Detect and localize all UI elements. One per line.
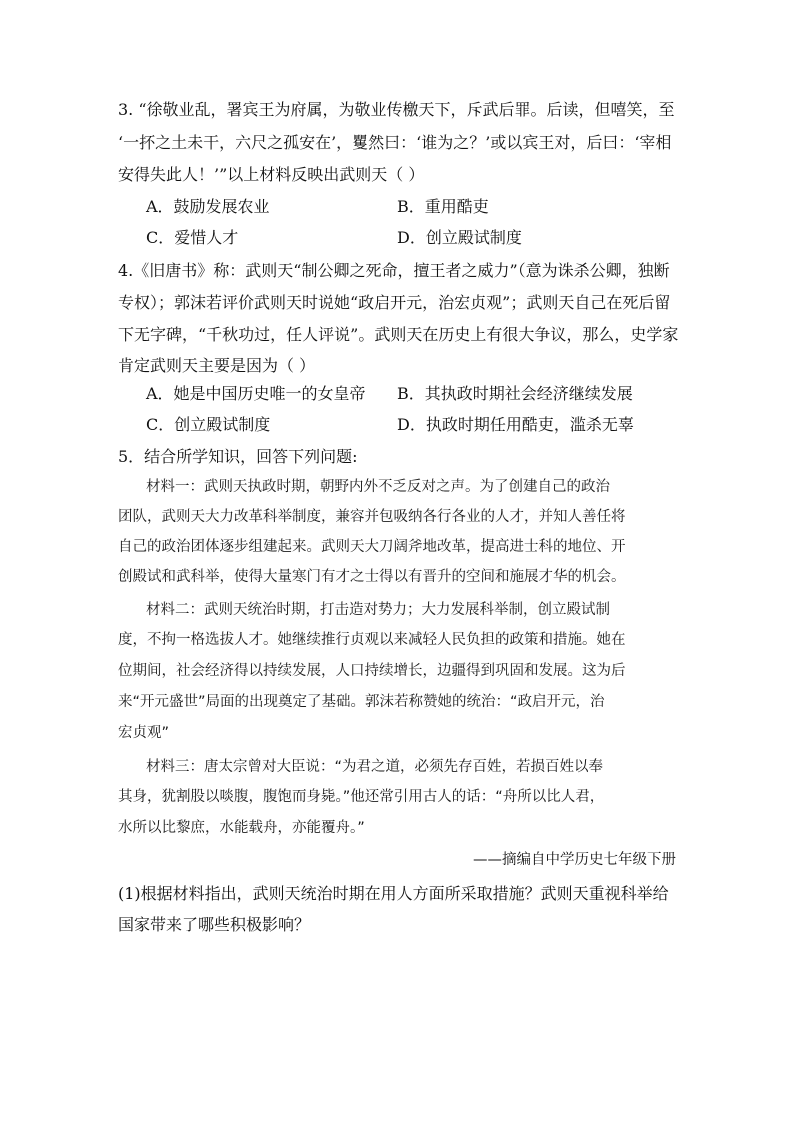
- sub-question-1-line-2: 国家带来了哪些积极影响？: [118, 915, 311, 934]
- q4-stem-line-4: 肯定武则天主要是因为（ ）: [118, 356, 316, 375]
- material3-line-3: 水所以比黎庶，水能载舟，亦能覆舟。”: [118, 820, 365, 836]
- material1-line-4: 创殿试和武科举，使得大量寒门有才之士得以有晋升的空间和施展才华的机会。: [118, 569, 626, 585]
- material2-line-5: 宏贞观”: [118, 725, 170, 741]
- q3-stem-line-2: ‘一抔之土未干，六尺之孤安在’，矍然曰：‘谁为之？’或以宾王对，后曰：‘宰相: [118, 133, 672, 152]
- material3-line-2: 其身，犹割股以啖腹，腹饱而身毙。”他还常引用古人的话：“舟所以比人君，: [118, 789, 605, 805]
- material2-line-3: 位期间，社会经济得以持续发展，人口持续增长，边疆得到巩固和发展。这为后: [118, 663, 626, 679]
- material2-line-4: 来“开元盛世”局面的出现奠定了基础。郭沫若称赞她的统治：“政启开元，治: [118, 694, 605, 710]
- q4-stem-line-2: 专权）；郭沫若评价武则天时说她“政启开元，治宏贞观”；武则天自己在死后留: [118, 293, 671, 312]
- source-citation: ——摘编自中学历史七年级下册: [473, 852, 676, 868]
- sub-question-1-line-1: (1)根据材料指出，武则天统治时期在用人方面所采取措施？武则天重视科举给: [118, 884, 669, 903]
- material1-line-2: 团队，武则天大力改革科举制度，兼容并包吸纳各行各业的人才，并知人善任将: [118, 509, 626, 525]
- q4-option-d: D．执政时期任用酷吏，滥杀无辜: [397, 415, 634, 434]
- q3-option-a: A．鼓励发展农业: [146, 197, 270, 216]
- q4-stem-line-1: 4.《旧唐书》称：武则天“制公卿之死命，擅王者之威力”（意为诛杀公卿，独断: [118, 261, 670, 280]
- material2-line-2: 度，不拘一格选拔人才。她继续推行贞观以来减轻人民负担的政策和措施。她在: [118, 632, 626, 648]
- q4-option-a: A．她是中国历史唯一的女皇帝: [146, 384, 366, 403]
- q5-stem: 5．结合所学知识，回答下列问题:: [118, 447, 358, 466]
- q3-option-b: B．重用酷吏: [397, 197, 489, 216]
- material3-line-1: 材料三：唐太宗曾对大臣说：“为君之道，必须先存百姓，若损百姓以奉: [146, 759, 604, 775]
- q4-option-b: B．其执政时期社会经济继续发展: [397, 384, 633, 403]
- material1-line-3: 自己的政治团体逐步组建起来。武则天大刀阔斧地改革，提高进士科的地位、开: [118, 539, 626, 555]
- q3-option-c: C．爱惜人才: [146, 228, 239, 247]
- material1-line-1: 材料一：武则天执政时期，朝野内外不乏反对之声。为了创建自己的政治: [146, 479, 610, 495]
- q3-option-d: D．创立殿试制度: [397, 228, 522, 247]
- q3-stem-line-3: 安得失此人！’”以上材料反映出武则天（ ）: [118, 165, 425, 184]
- q4-option-c: C．创立殿试制度: [146, 415, 271, 434]
- material2-line-1: 材料二：武则天统治时期，打击造对势力；大力发展科举制，创立殿试制: [146, 602, 610, 618]
- q3-stem-line-1: 3. “徐敬业乱，署宾王为府属，为敬业传檄天下，斥武后罪。后读，但嘻笑，至: [118, 100, 675, 119]
- q4-stem-line-3: 下无字碑，“千秋功过，任人评说”。武则天在历史上有很大争议，那么，史学家: [118, 325, 679, 344]
